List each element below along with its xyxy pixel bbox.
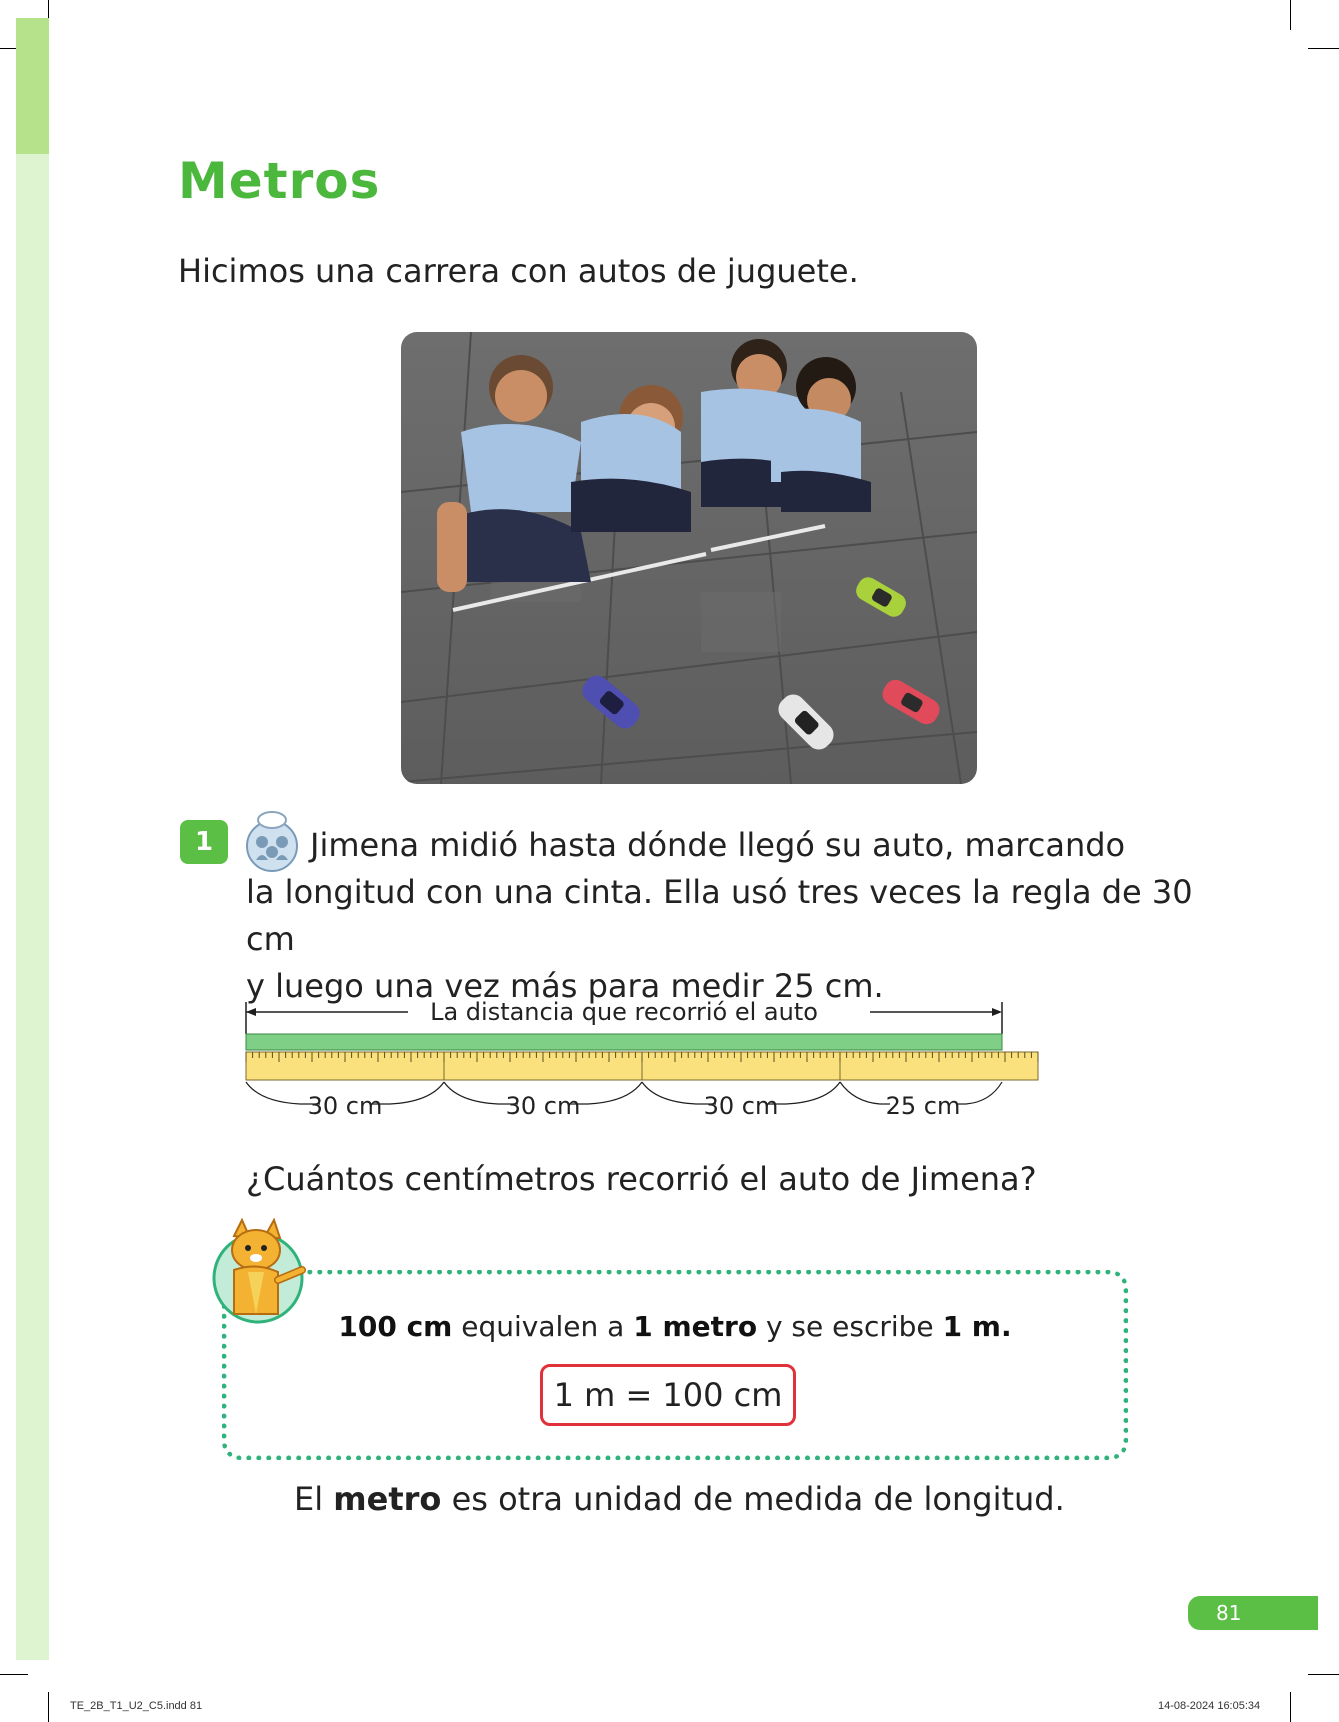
question-2-text: ¿Cuántos centímetros recorrió el auto de Jimena? <box>246 1160 1037 1198</box>
conclusion-after: es otra unidad de medida de longitud. <box>441 1480 1065 1518</box>
meter-formula: 1 m = 100 cm <box>540 1364 796 1426</box>
tip-part-2: equivalen a <box>452 1310 634 1343</box>
segment-label-3: 30 cm <box>703 1092 779 1120</box>
question-number-badge: 1 <box>180 820 228 864</box>
segment-label-1: 30 cm <box>307 1092 383 1120</box>
footer-date: 14-08-2024 16:05:34 <box>1158 1700 1261 1712</box>
page-title: Metros <box>178 152 381 210</box>
segment-label-2: 30 cm <box>505 1092 581 1120</box>
side-strip-accent <box>16 18 49 154</box>
crop-mark <box>1290 0 1291 30</box>
distance-label: La distancia que recorrió el auto <box>430 998 818 1026</box>
green-tape <box>246 1034 1002 1050</box>
conclusion-bold: metro <box>333 1480 442 1518</box>
tip-part-5: 1 m. <box>942 1310 1012 1343</box>
footer-file: TE_2B_T1_U2_C5.indd 81 <box>70 1700 203 1712</box>
page-number: 81 <box>1188 1596 1318 1630</box>
tip-part-4: y se escribe <box>757 1310 943 1343</box>
crop-mark <box>48 1692 49 1722</box>
question-1-line-2: la longitud con una cinta. Ella usó tres veces la regla de 30 cm <box>246 873 1193 958</box>
question-1-line-1: Jimena midió hasta dónde llegó su auto, marcando <box>310 826 1126 864</box>
race-photo <box>401 332 977 784</box>
meter-definition <box>222 1310 1128 1343</box>
question-1-text <box>246 822 1226 1010</box>
intro-text: Hicimos una carrera con autos de juguete. <box>178 252 859 290</box>
conclusion-before: El <box>294 1480 334 1518</box>
crop-mark <box>0 1674 28 1675</box>
distance-diagram <box>240 990 1040 1120</box>
side-strip <box>16 18 49 1660</box>
segment-label-4: 25 cm <box>885 1092 961 1120</box>
crop-mark <box>1290 1692 1291 1722</box>
crop-mark <box>1308 1674 1339 1675</box>
question-1-line-3: y luego una vez más para medir 25 cm. <box>246 967 884 1005</box>
tip-part-3: 1 metro <box>633 1310 758 1343</box>
meter-conclusion <box>294 1480 1065 1518</box>
tip-part-1: 100 cm <box>338 1310 453 1343</box>
crop-mark <box>1308 48 1339 49</box>
